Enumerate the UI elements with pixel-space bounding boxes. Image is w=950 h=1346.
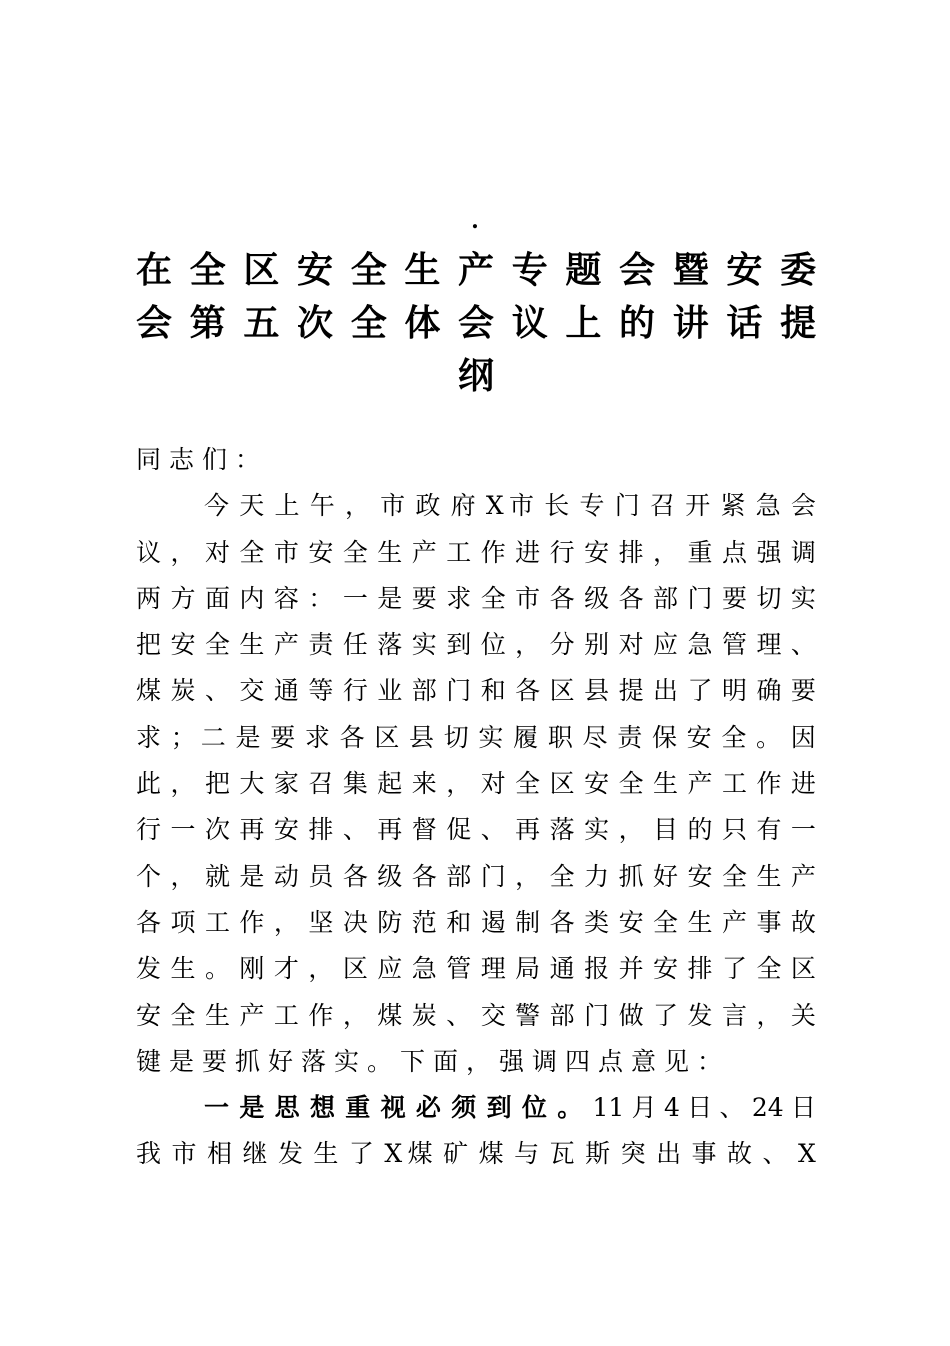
salutation: 同志们：: [136, 445, 269, 474]
paragraph-line: 此 ， 把 大 家 召 集 起 来 ， 对 全 区 安 全 生 产 工 作 进: [136, 769, 816, 799]
paragraph-line: 求 ； 二 是 要 求 各 区 县 切 实 履 职 尽 责 保 安 全 。 因: [136, 722, 816, 752]
paragraph-line: 个 ， 就 是 动 员 各 级 各 部 门 ， 全 力 抓 好 安 全 生 产: [136, 861, 816, 891]
paragraph-line: 发 生 。 刚 才 ， 区 应 急 管 理 局 通 报 并 安 排 了 全 区: [136, 954, 816, 984]
title-line: 会 第 五 次 全 体 会 议 上 的 讲 话 提: [136, 303, 817, 344]
paragraph-2: [136, 1085, 816, 1178]
paragraph-line: 各 项 工 作 ， 坚 决 防 范 和 遏 制 各 类 安 全 生 产 事 故: [136, 907, 816, 937]
document-title: [136, 244, 816, 403]
paragraph-line: 煤 炭 、 交 通 等 行 业 部 门 和 各 区 县 提 出 了 明 确 要: [136, 676, 816, 706]
title-line: 在 全 区 安 全 生 产 专 题 会 暨 安 委: [136, 250, 817, 291]
header-mark: .: [471, 208, 479, 234]
paragraph-line: 键是要抓好落实。下面，强调四点意见：: [136, 1046, 731, 1076]
paragraph-line: 安 全 生 产 工 作 ， 煤 炭 、 交 警 部 门 做 了 发 言 ， 关: [136, 1000, 816, 1030]
paragraph-line: 两 方 面 内 容 ： 一 是 要 求 全 市 各 级 各 部 门 要 切 实: [136, 583, 816, 613]
paragraph-line: 议 ， 对 全 市 安 全 生 产 工 作 进 行 安 排 ， 重 点 强 调: [136, 537, 816, 567]
paragraph-line: 行 一 次 再 安 排 、 再 督 促 、 再 落 实 ， 目 的 只 有 一: [136, 815, 816, 845]
section-heading: 一是思想重视必须到位。: [204, 1093, 593, 1123]
document-body: [136, 437, 816, 1178]
paragraph-line: 我 市 相 继 发 生 了 X 煤 矿 煤 与 瓦 斯 突 出 事 故 、 X: [136, 1139, 816, 1169]
paragraph-line: [136, 1085, 816, 1131]
paragraph-line: 今 天 上 午 ， 市 政 府 X 市 长 专 门 召 开 紧 急 会: [204, 491, 816, 521]
paragraph-1: [136, 483, 816, 1085]
paragraph-text: 11月4日、24日: [592, 1093, 816, 1123]
title-line: 纲: [457, 356, 494, 397]
paragraph-line: 把 安 全 生 产 责 任 落 实 到 位 ， 分 别 对 应 急 管 理 、: [136, 630, 816, 660]
